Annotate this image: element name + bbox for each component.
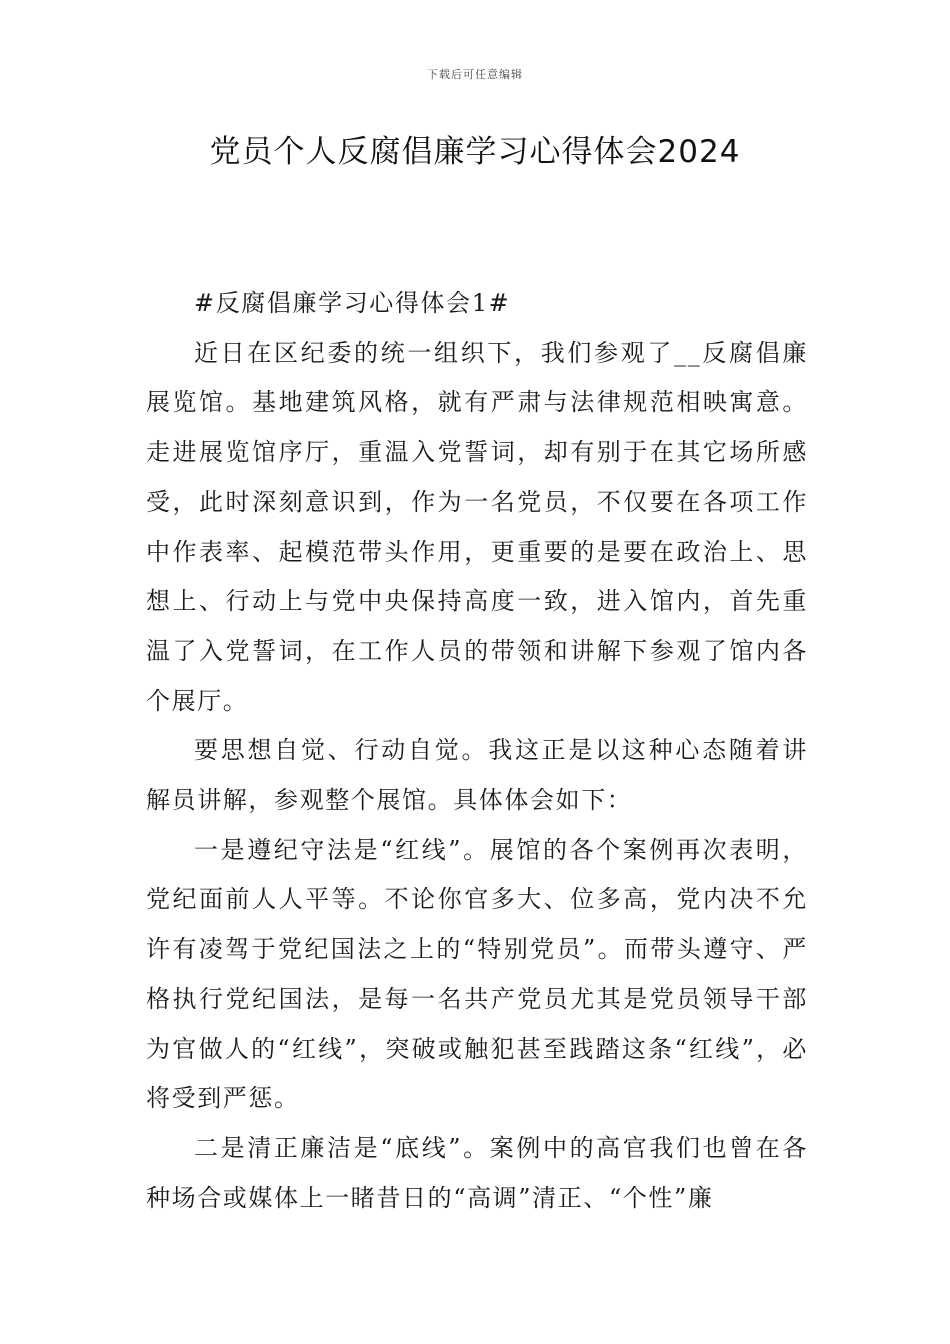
document-title: 党员个人反腐倡廉学习心得体会2024 (209, 134, 741, 170)
paragraph: 一是遵纪守法是“红线”。展馆的各个案例再次表明，党纪面前人人平等。不论你官多大、位多高，党内决不允许有凌驾于党纪国法之上的“特别党员”。而带头遵守、严格执行党纪国法，是每一名共产党员尤其是党员领导干部为官做人的“红线”，突破或触犯甚至践踏这条“红线”，必将受到严惩。 (146, 835, 808, 1113)
paragraph: 近日在区纪委的统一组织下，我们参观了__反腐倡廉展览馆。基地建筑风格，就有严肃与法律规范相映寓意。走进展览馆序厅，重温入党誓词，却有别于在其它场所感受，此时深刻意识到，作为一名党员，不仅要在各项工作中作表率、起模范带头作用，更重要的是要在政治上、思想上、行动上与党中央保持高度一致，进入馆内，首先重温了入党誓词，在工作人员的带领和讲解下参观了馆内各个展厅。 (146, 338, 808, 715)
header-note: 下载后可任意编辑 (427, 68, 523, 81)
paragraph: 要思想自觉、行动自觉。我这正是以这种心态随着讲解员讲解，参观整个展馆。具体体会如下： (146, 736, 808, 815)
paragraph: 二是清正廉洁是“底线”。案例中的高官我们也曾在各种场合或媒体上一睹昔日的“高调”清正、“个性”廉 (146, 1133, 808, 1212)
section-heading: #反腐倡廉学习心得体会1# (194, 289, 511, 317)
document-body (146, 279, 808, 1223)
